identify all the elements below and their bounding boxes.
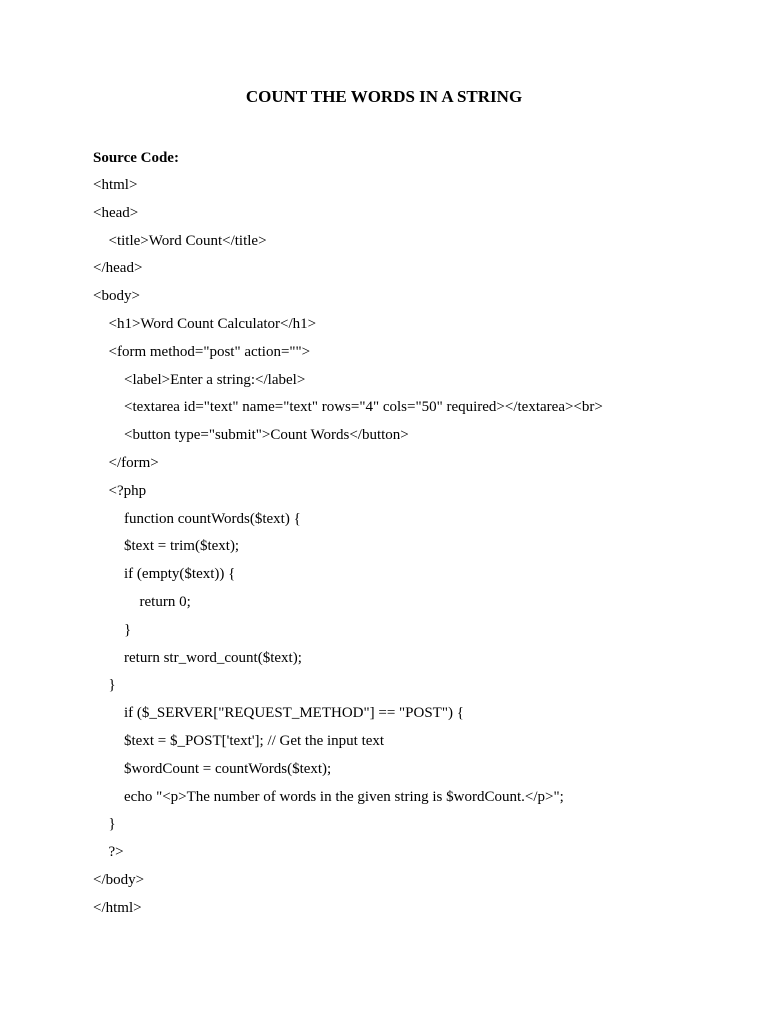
code-line: return 0;: [139, 593, 191, 610]
code-line: <label>Enter a string:</label>: [124, 371, 306, 388]
code-line: <?php: [108, 482, 147, 499]
source-code-block: [93, 176, 603, 927]
code-line: }: [124, 621, 132, 638]
code-line: <textarea id="text" name="text" rows="4" cols="50" required></textarea><br>: [124, 399, 603, 416]
code-line: <form method="post" action="">: [108, 343, 311, 360]
code-line: <title>Word Count</title>: [108, 232, 267, 249]
code-line: $text = $_POST['text']; // Get the input text: [124, 732, 385, 749]
code-line: <h1>Word Count Calculator</h1>: [108, 315, 317, 332]
code-line: echo "<p>The number of words in the given string is $wordCount.</p>";: [124, 788, 564, 805]
code-line: if (empty($text)) {: [124, 566, 236, 583]
code-line: </head>: [93, 260, 143, 277]
code-line: <body>: [93, 288, 140, 305]
code-line: return str_word_count($text);: [124, 649, 302, 666]
code-line: <head>: [93, 204, 139, 221]
code-line: }: [108, 816, 116, 833]
document-title: COUNT THE WORDS IN A STRING: [245, 87, 523, 106]
code-line: <button type="submit">Count Words</button>: [124, 427, 409, 444]
code-line: }: [108, 677, 116, 694]
source-code-label: Source Code:: [93, 150, 179, 166]
code-line: <html>: [93, 177, 138, 193]
code-line: $wordCount = countWords($text);: [124, 760, 332, 777]
code-line: </html>: [93, 899, 142, 916]
code-line: </body>: [93, 871, 145, 888]
code-line: $text = trim($text);: [124, 538, 240, 555]
code-line: function countWords($text) {: [124, 510, 301, 527]
code-line: </form>: [108, 454, 159, 471]
code-line: if ($_SERVER["REQUEST_METHOD"] == "POST") {: [124, 705, 464, 722]
code-line: ?>: [108, 844, 124, 861]
